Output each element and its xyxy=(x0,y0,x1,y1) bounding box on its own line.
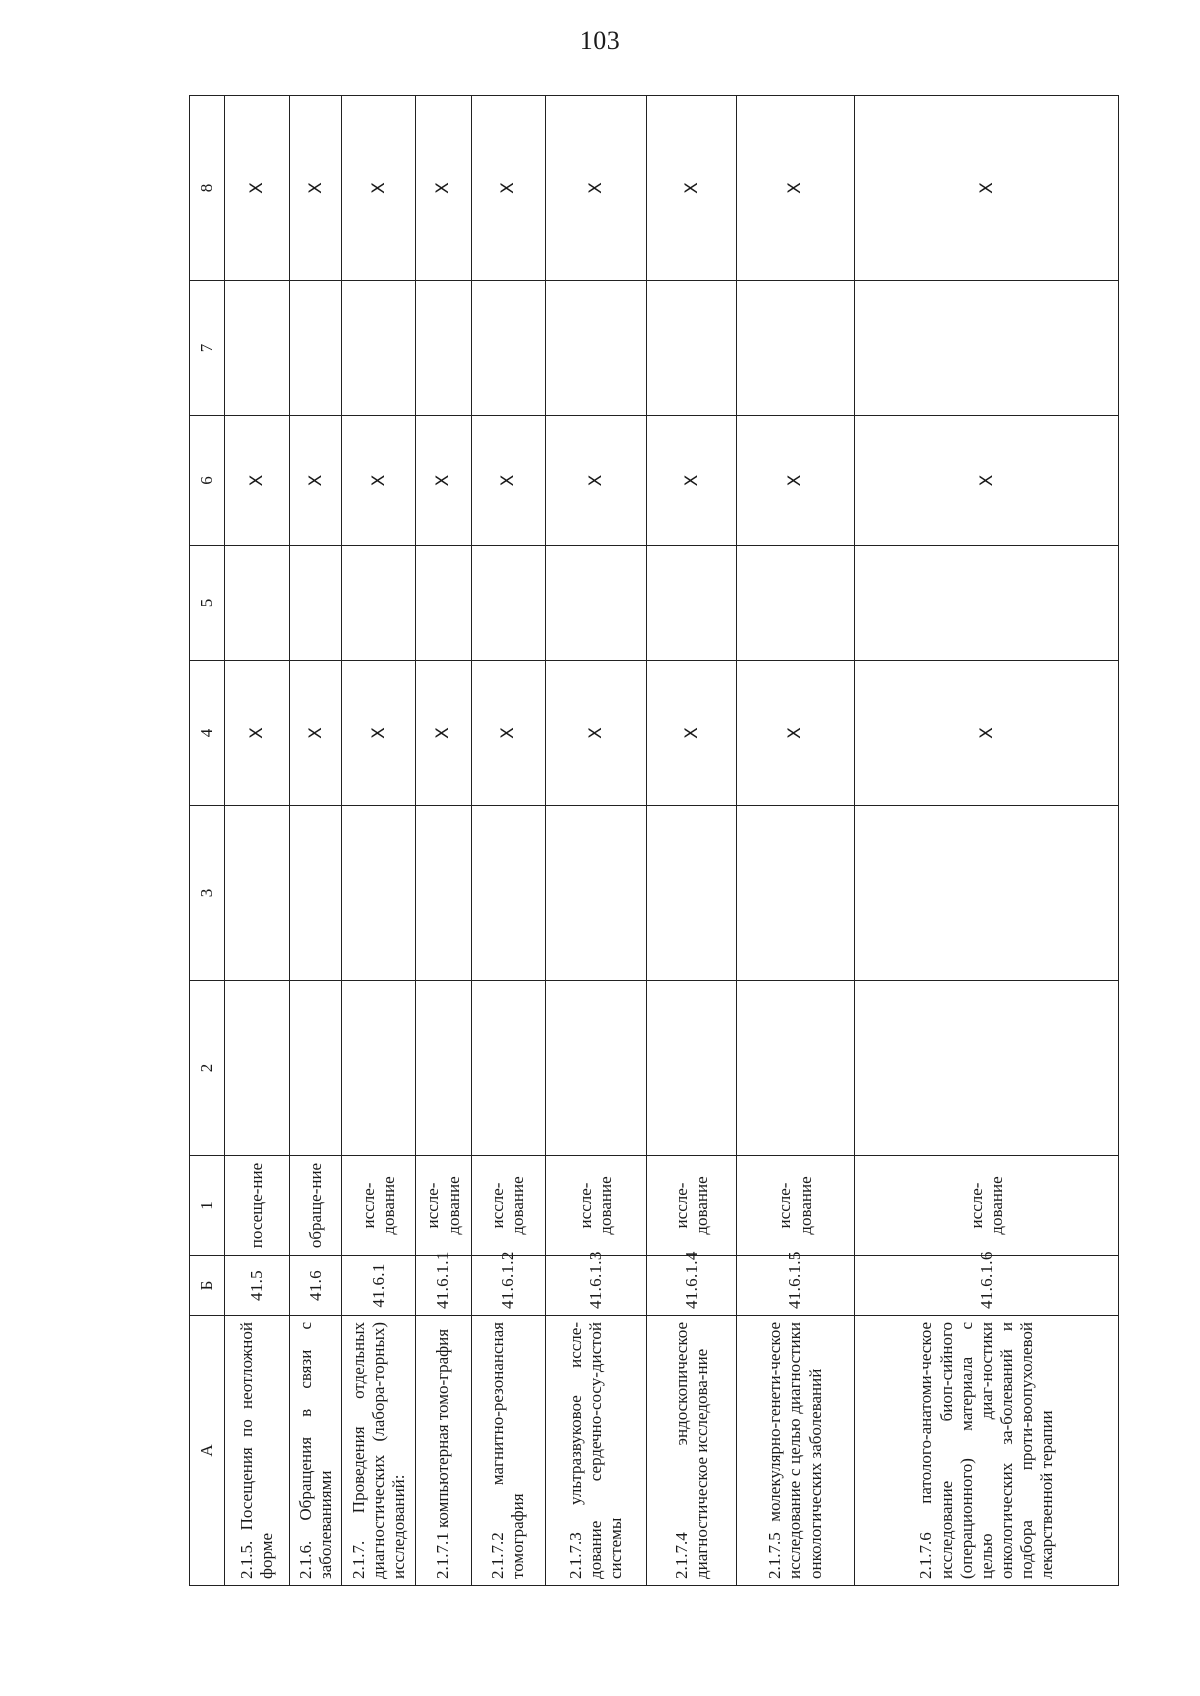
cell-col-3 xyxy=(647,806,736,981)
cell-col-5 xyxy=(855,546,1119,661)
cell-col-4: X xyxy=(416,661,472,806)
row-label: 2.1.7.3 ультразвуковое иссле-дование сердечно-сосу-дистой системы xyxy=(545,1316,647,1586)
header-cell-7: 7 xyxy=(190,281,225,416)
row-unit: иссле-дование xyxy=(342,1156,416,1256)
cell-col-2 xyxy=(545,981,647,1156)
table-row xyxy=(225,96,290,1586)
table-row xyxy=(545,96,647,1586)
row-unit: иссле-дование xyxy=(736,1156,854,1256)
cell-col-8: X xyxy=(225,96,290,281)
header-cell-8: 8 xyxy=(190,96,225,281)
cell-col-4: X xyxy=(736,661,854,806)
cell-col-4: X xyxy=(225,661,290,806)
cell-col-2 xyxy=(736,981,854,1156)
cell-col-2 xyxy=(289,981,342,1156)
cell-col-7 xyxy=(736,281,854,416)
cell-col-2 xyxy=(225,981,290,1156)
cell-col-3 xyxy=(471,806,545,981)
table-row xyxy=(471,96,545,1586)
cell-col-3 xyxy=(736,806,854,981)
cell-col-7 xyxy=(289,281,342,416)
cell-col-6: X xyxy=(855,416,1119,546)
cell-col-2 xyxy=(471,981,545,1156)
cell-col-6: X xyxy=(545,416,647,546)
cell-col-7 xyxy=(342,281,416,416)
cell-col-6: X xyxy=(736,416,854,546)
cell-col-5 xyxy=(342,546,416,661)
page-number: 103 xyxy=(579,26,621,55)
row-label: 2.1.7.2 магнитно-резонансная томография xyxy=(471,1316,545,1586)
cell-col-7 xyxy=(471,281,545,416)
row-unit: посеще-ние xyxy=(225,1156,290,1256)
cell-col-6: X xyxy=(289,416,342,546)
cell-col-8: X xyxy=(647,96,736,281)
data-table xyxy=(189,95,1119,1586)
cell-col-3 xyxy=(289,806,342,981)
cell-col-4: X xyxy=(855,661,1119,806)
cell-col-8: X xyxy=(416,96,472,281)
cell-col-3 xyxy=(855,806,1119,981)
cell-col-8: X xyxy=(471,96,545,281)
cell-col-7 xyxy=(855,281,1119,416)
table-row xyxy=(289,96,342,1586)
cell-col-7 xyxy=(416,281,472,416)
row-code: 41.6.1.2 xyxy=(471,1256,545,1316)
cell-col-2 xyxy=(416,981,472,1156)
row-code: 41.6 xyxy=(289,1256,342,1316)
row-unit: иссле-дование xyxy=(855,1156,1119,1256)
cell-col-2 xyxy=(855,981,1119,1156)
row-label: 2.1.7.4 эндоскопическое диагностическое исследова-ние xyxy=(647,1316,736,1586)
cell-col-2 xyxy=(647,981,736,1156)
row-unit: иссле-дование xyxy=(416,1156,472,1256)
row-code: 41.6.1.3 xyxy=(545,1256,647,1316)
cell-col-2 xyxy=(342,981,416,1156)
header-cell-2: 2 xyxy=(190,981,225,1156)
cell-col-7 xyxy=(647,281,736,416)
table-row xyxy=(647,96,736,1586)
cell-col-5 xyxy=(225,546,290,661)
header-cell-4: 4 xyxy=(190,661,225,806)
cell-col-5 xyxy=(471,546,545,661)
cell-col-6: X xyxy=(225,416,290,546)
row-label: 2.1.7.1 компьютерная томо-графия xyxy=(416,1316,472,1586)
cell-col-8: X xyxy=(289,96,342,281)
cell-col-7 xyxy=(545,281,647,416)
cell-col-4: X xyxy=(289,661,342,806)
cell-col-5 xyxy=(736,546,854,661)
cell-col-3 xyxy=(342,806,416,981)
cell-col-7 xyxy=(225,281,290,416)
cell-col-6: X xyxy=(342,416,416,546)
cell-col-4: X xyxy=(545,661,647,806)
row-code: 41.6.1.6 xyxy=(855,1256,1119,1316)
row-unit: обраще-ние xyxy=(289,1156,342,1256)
table-row xyxy=(736,96,854,1586)
cell-col-4: X xyxy=(471,661,545,806)
header-cell-6: 6 xyxy=(190,416,225,546)
header-cell-a: А xyxy=(190,1316,225,1586)
cell-col-3 xyxy=(225,806,290,981)
row-label: 2.1.7.5 молекулярно-генети-ческое исследование с целью диагностики онкологических заболеваний xyxy=(736,1316,854,1586)
header-cell-b: Б xyxy=(190,1256,225,1316)
row-label: 2.1.7.6 патолого-анатоми-ческое исследование биоп-сийного (операционного) материала с целью диаг-ностики онкологических за-болеваний и подбора проти-воопухолевой лекарственной терапии xyxy=(855,1316,1119,1586)
cell-col-6: X xyxy=(647,416,736,546)
header-cell-5: 5 xyxy=(190,546,225,661)
row-label: 2.1.5. Посещения по неотложной форме xyxy=(225,1316,290,1586)
header-cell-3: 3 xyxy=(190,806,225,981)
row-label: 2.1.6. Обращения в связи с заболеваниями xyxy=(289,1316,342,1586)
table-header-row xyxy=(190,96,225,1586)
table-row xyxy=(855,96,1119,1586)
cell-col-5 xyxy=(545,546,647,661)
table-row xyxy=(342,96,416,1586)
row-code: 41.6.1 xyxy=(342,1256,416,1316)
header-cell-1: 1 xyxy=(190,1156,225,1256)
cell-col-8: X xyxy=(855,96,1119,281)
rotated-table-frame xyxy=(189,96,1119,1586)
cell-col-6: X xyxy=(416,416,472,546)
cell-col-3 xyxy=(416,806,472,981)
cell-col-5 xyxy=(416,546,472,661)
cell-col-8: X xyxy=(342,96,416,281)
row-label: 2.1.7. Проведения отдельных диагностических (лабора-торных) исследований: xyxy=(342,1316,416,1586)
row-code: 41.5 xyxy=(225,1256,290,1316)
table-row xyxy=(416,96,472,1586)
row-unit: иссле-дование xyxy=(545,1156,647,1256)
row-unit: иссле-дование xyxy=(647,1156,736,1256)
row-unit: иссле-дование xyxy=(471,1156,545,1256)
cell-col-4: X xyxy=(647,661,736,806)
cell-col-5 xyxy=(647,546,736,661)
row-code: 41.6.1.1 xyxy=(416,1256,472,1316)
row-code: 41.6.1.5 xyxy=(736,1256,854,1316)
cell-col-8: X xyxy=(736,96,854,281)
cell-col-3 xyxy=(545,806,647,981)
cell-col-8: X xyxy=(545,96,647,281)
cell-col-6: X xyxy=(471,416,545,546)
cell-col-4: X xyxy=(342,661,416,806)
row-code: 41.6.1.4 xyxy=(647,1256,736,1316)
cell-col-5 xyxy=(289,546,342,661)
